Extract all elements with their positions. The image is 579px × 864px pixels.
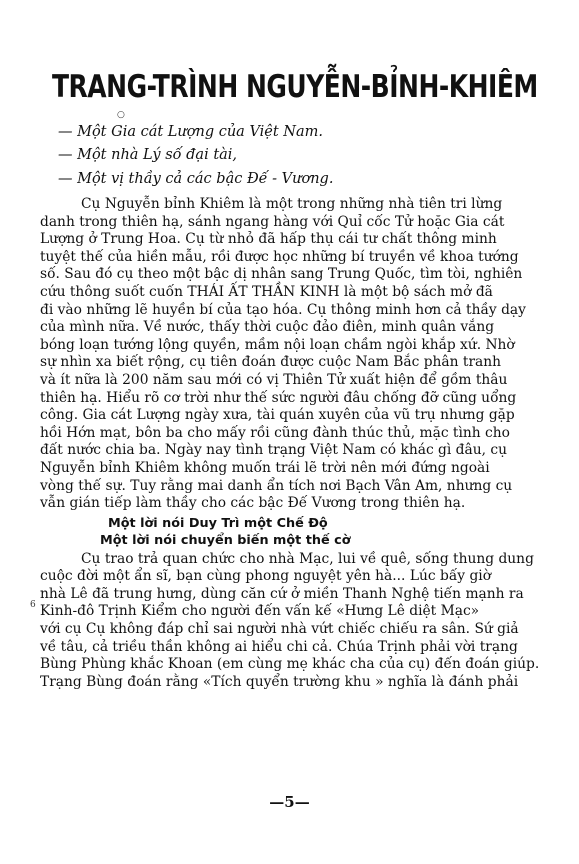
text-line: Lượng ở Trung Hoa. Cụ từ nhỏ đã hấp thụ cái tư chất thông minh (40, 231, 497, 248)
text-line: cứu thông suốt cuốn THÁI ẤT THẦN KINH là một bộ sách mở đã (40, 283, 493, 300)
text-line: danh trong thiên hạ, sánh ngang hàng với Quỉ cốc Tử hoặc Gia cát (40, 213, 505, 230)
text-line: bóng loạn tướng lộng quyền, mầm nội loạn chầm ngòi khắp xứ. Nhờ (40, 336, 515, 353)
text-line: của mình nữa. Về nước, thấy thời cuộc đảo điên, minh quân vắng (40, 319, 495, 336)
section-heading: Một lời nói Duy Trì một Chế Độ (108, 515, 328, 531)
text-line: cuộc đời một ẩn sĩ, bạn cùng phong nguyệt yên hà... Lúc bấy giờ (40, 568, 492, 585)
text-line: và ít nữa là 200 năm sau mới có vị Thiên Tử xuất hiện để gồm thâu (40, 371, 508, 388)
text-line: Cụ Nguyễn bỉnh Khiêm là một trong những nhà tiên tri lừng (81, 196, 503, 212)
text-line: công. Gia cát Lượng ngày xưa, tài quán xuyên của vũ trụ nhưng gặp (40, 407, 515, 424)
page-mark-top: ○ (117, 110, 125, 120)
paragraph-1 (40, 196, 555, 513)
epigraph-line: — Một Gia cát Lượng của Việt Nam. (58, 124, 324, 140)
page-mark-side: 6 (30, 600, 36, 610)
text-line: Kinh-đô Trịnh Kiểm cho người đến vấn kế «Hưng Lê diệt Mạc» (40, 603, 480, 620)
text-line: tuyệt thế của hiền mẫu, rồi được học những bí truyền về khoa tướng (40, 248, 519, 265)
text-line: với cụ Cụ không đáp chỉ sai người nhà vứt chiếc chiếu ra sân. Sứ giả (40, 621, 519, 638)
text-line: vẫn gián tiếp làm thầy cho các bậc Đế Vương trong thiên hạ. (40, 495, 466, 512)
text-line: sự nhìn xa biết rộng, cụ tiên đoán được cuộc Nam Bắc phân tranh (40, 354, 502, 371)
epigraph-line: — Một vị thầy cả các bậc Đế - Vương. (58, 171, 334, 187)
main-text (40, 196, 555, 691)
text-line: Cụ trao trả quan chức cho nhà Mạc, lui về quê, sống thung dung (81, 550, 534, 567)
page-number: —5— (269, 793, 310, 811)
text-line: về tâu, cả triều thần không ai hiểu chi cả. Chúa Trịnh phải vời trạng (40, 638, 518, 655)
text-line: Trạng Bùng đoán rằng «Tích quyển trường khu » nghĩa là đánh phải (40, 673, 519, 690)
text-line: vòng thế sự. Tuy rằng mai danh ẩn tích nơi Bạch Vân Am, nhưng cụ (40, 477, 513, 494)
text-line: nhà Lê đã trung hưng, dùng căn cứ ở miền Thanh Nghệ tiến mạnh ra (40, 585, 524, 602)
paragraph-2 (40, 551, 555, 692)
text-line: số. Sau đó cụ theo một bậc dị nhân sang Trung Quốc, tìm tòi, nghiên (40, 266, 523, 283)
epigraph-line: — Một nhà Lý số đại tài, (58, 147, 238, 163)
page-title: TRANG-TRÌNH NGUYỄN-BỈNH-KHIÊM (52, 68, 538, 105)
text-line: hồi Hớn mạt, bôn ba cho mấy rồi cũng đành thúc thủ, mặc tình cho (40, 424, 510, 441)
text-line: Nguyễn bỉnh Khiêm không muốn trái lẽ trời nên mới đứng ngoài (40, 459, 490, 476)
text-line: đất nước chia ba. Ngày nay tình trạng Việt Nam có khác gì đâu, cụ (40, 442, 508, 459)
text-line: thiên hạ. Hiểu rõ cơ trời như thế sức người đâu chống đỡ cũng uổng (40, 389, 517, 406)
text-line: đi vào những lẽ huyền bí của tạo hóa. Cụ thông minh hơn cả thầy dạy (40, 301, 526, 318)
section-heading: Một lời nói chuyển biến một thế cờ (100, 532, 351, 548)
text-line: Bùng Phùng khắc Khoan (em cùng mẹ khác cha của cụ) đến đoán giúp. (40, 656, 540, 673)
